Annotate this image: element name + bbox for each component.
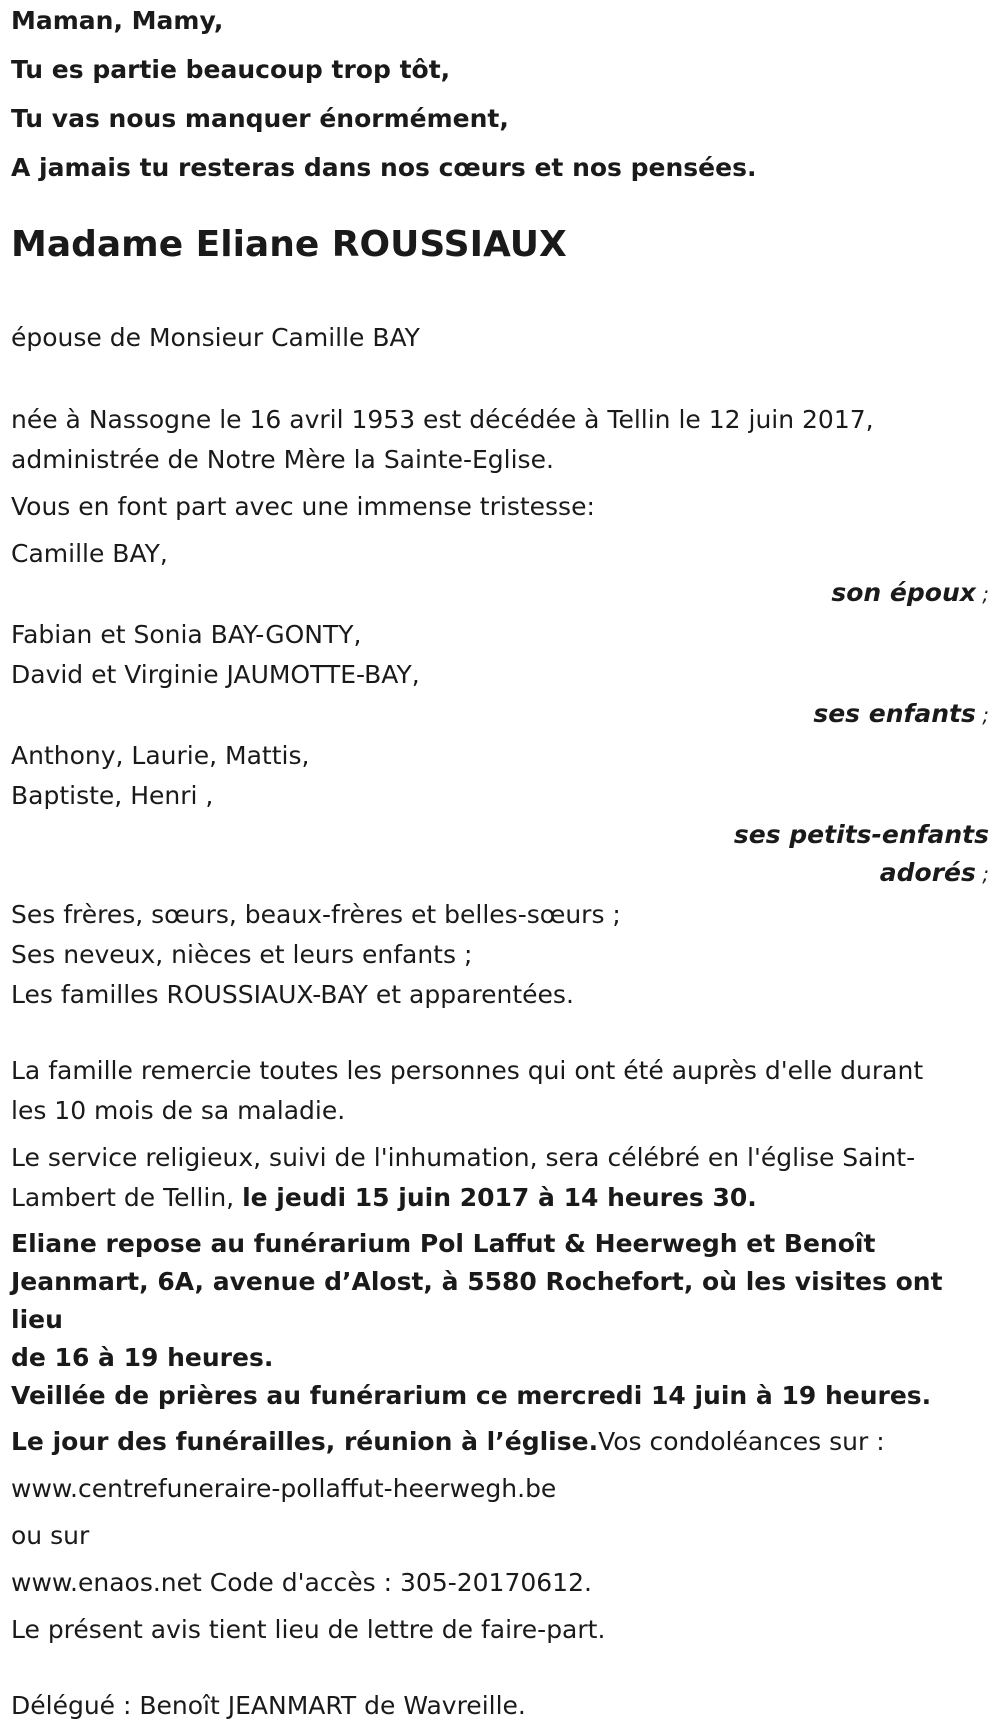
verse-line-3: Tu vas nous manquer énormément, [11,104,509,133]
grandchildren-role-line-2: adorés [879,858,976,887]
semicolon: ; [975,703,989,727]
funerarium-line-3: de 16 à 19 heures. [11,1343,274,1372]
memorial-verse [11,6,989,183]
children-role-text: ses enfants [813,699,976,728]
spouse-line: épouse de Monsieur Camille BAY [11,323,420,352]
service-paragraph [11,1138,989,1218]
family-list [11,534,989,1015]
funerarium-paragraph [11,1225,989,1377]
semicolon: ; [975,582,989,606]
service-line-1: Le service religieux, suivi de l'inhumation, sera célébré en l'église Saint- [11,1143,916,1172]
condolences-text: Vos condoléances sur : [598,1427,885,1456]
birth-line-1: née à Nassogne le 16 avril 1953 est décédée à Tellin le 12 juin 2017, [11,405,874,434]
other-family-line-2: Ses neveux, nièces et leurs enfants ; [11,940,473,969]
husband-name: Camille BAY, [11,539,168,568]
funerarium-line-2: Jeanmart, 6A, avenue d’Alost, à 5580 Rochefort, où les visites ont lieu [11,1267,943,1334]
birth-line-2: administrée de Notre Mère la Sainte-Eglise. [11,445,554,474]
notice-line: Le présent avis tient lieu de lettre de faire-part. [11,1615,606,1644]
funeral-day-line [11,1422,989,1462]
thanks-line-2: les 10 mois de sa maladie. [11,1096,346,1125]
website-link-1[interactable]: www.centrefuneraire-pollaffut-heerwegh.be [11,1474,557,1503]
obituary-notice [0,6,1000,1720]
other-family-line-1: Ses frères, sœurs, beaux-frères et belles-sœurs ; [11,900,621,929]
other-family-line-3: Les familles ROUSSIAUX-BAY et apparentées. [11,980,574,1009]
funerarium-line-1: Eliane repose au funérarium Pol Laffut & Heerwegh et Benoît [11,1229,876,1258]
verse-line-2: Tu es partie beaucoup trop tôt, [11,55,451,84]
or-on-text: ou sur [11,1521,90,1550]
grandchildren-role-line-1: ses petits-enfants [733,820,989,849]
husband-role-text: son époux [831,578,976,607]
service-datetime: le jeudi 15 juin 2017 à 14 heures 30. [242,1183,757,1212]
thanks-line-1: La famille remercie toutes les personnes qui ont été auprès d'elle durant [11,1056,924,1085]
children-line-2: David et Virginie JAUMOTTE-BAY, [11,660,420,689]
grandchildren-line-1: Anthony, Laurie, Mattis, [11,741,310,770]
funeral-day-text: Le jour des funérailles, réunion à l’église. [11,1427,599,1456]
semicolon: ; [975,862,989,886]
verse-line-4: A jamais tu resteras dans nos cœurs et nos pensées. [11,153,757,182]
vigil-line: Veillée de prières au funérarium ce mercredi 14 juin à 19 heures. [11,1381,932,1410]
grandchildren-role [11,816,989,893]
service-location: Lambert de Tellin, [11,1183,243,1212]
deceased-name: Madame Eliane ROUSSIAUX [11,224,567,265]
thanks-paragraph [11,1051,989,1131]
service-line-2 [11,1178,989,1218]
children-role [11,695,989,734]
website-link-2[interactable]: www.enaos.net Code d'accès : 305-20170612. [11,1568,592,1597]
verse-line-1: Maman, Mamy, [11,6,224,35]
grandchildren-line-2: Baptiste, Henri , [11,781,214,810]
delegate-line: Délégué : Benoît JEANMART de Wavreille. [11,1691,526,1720]
children-line-1: Fabian et Sonia BAY-GONTY, [11,620,362,649]
announcement-line: Vous en font part avec une immense tristesse: [11,492,595,521]
husband-role [11,574,989,613]
birth-death-info [11,400,989,480]
